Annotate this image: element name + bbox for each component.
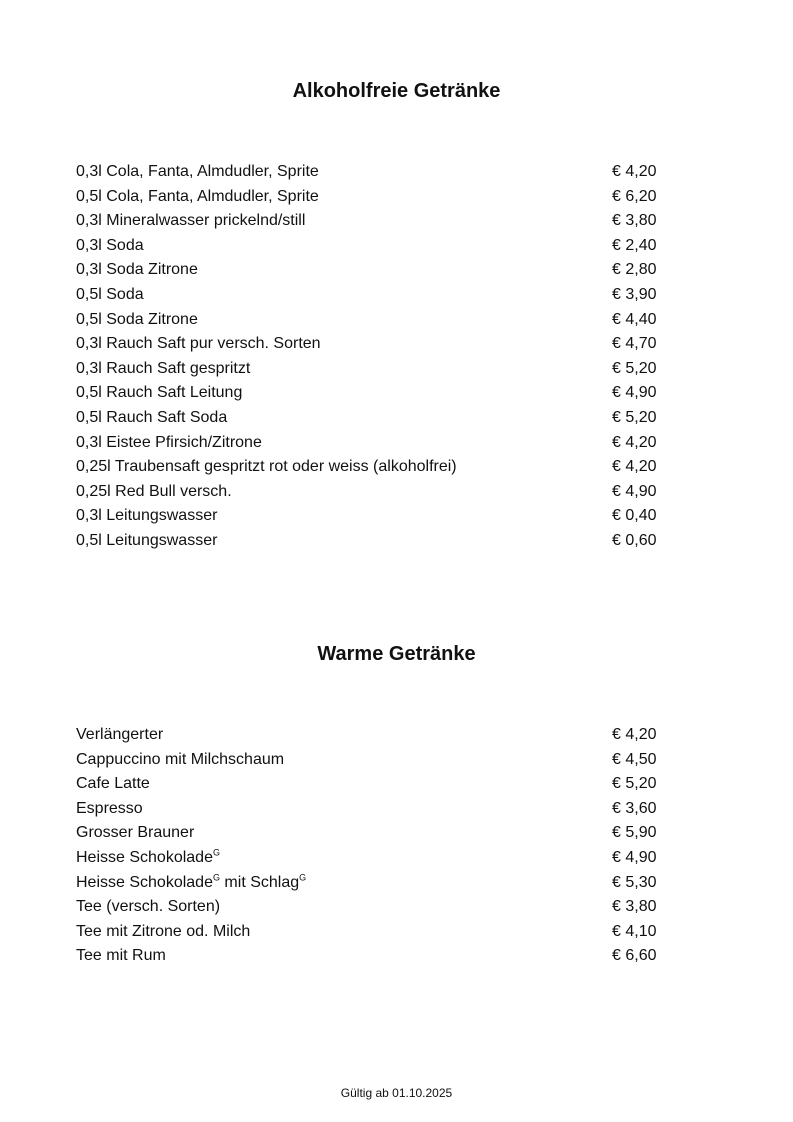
item-name-text: 0,3l Rauch Saft pur versch. Sorten	[76, 335, 321, 353]
item-price: € 3,80	[612, 212, 657, 230]
menu-item	[76, 209, 660, 234]
menu-item	[76, 381, 660, 406]
item-price: € 3,80	[612, 898, 657, 916]
item-name	[76, 332, 321, 357]
item-name	[76, 797, 143, 822]
section-title-alkoholfreie-getraenke: Alkoholfreie Getränke	[292, 80, 501, 102]
menu-item	[76, 895, 660, 920]
menu-item	[76, 920, 660, 945]
item-price: € 5,20	[612, 408, 657, 426]
menu-item	[76, 357, 660, 382]
item-price: € 4,20	[612, 163, 657, 180]
item-price: € 4,90	[612, 384, 657, 402]
item-price: € 6,60	[612, 947, 657, 965]
item-name-text: 0,3l Eistee Pfirsich/Zitrone	[76, 433, 262, 451]
menu-item	[76, 772, 660, 797]
menu-item	[76, 797, 660, 822]
item-name-text: 0,3l Soda	[76, 236, 144, 254]
menu-list-alkoholfreie-getraenke	[76, 160, 660, 554]
item-name	[76, 723, 163, 748]
item-price: € 3,60	[612, 799, 657, 817]
item-name-text: 0,25l Red Bull versch.	[76, 482, 232, 500]
menu-item	[76, 160, 660, 185]
item-price: € 4,90	[612, 848, 657, 866]
item-name-text: Espresso	[76, 799, 143, 817]
item-name-suffix: mit Schlag	[219, 873, 300, 891]
menu-item	[76, 258, 660, 283]
item-name-text: 0,3l Cola, Fanta, Almdudler, Sprite	[76, 163, 319, 180]
item-name	[76, 431, 262, 456]
item-price: € 4,20	[612, 433, 657, 451]
item-name	[76, 406, 227, 431]
item-price: € 5,90	[612, 824, 657, 842]
menu-item	[76, 821, 660, 846]
menu-item	[76, 723, 660, 748]
allergen-marker: G	[212, 847, 220, 858]
item-name	[76, 455, 457, 480]
item-name-text: Cafe Latte	[76, 775, 150, 793]
item-price: € 4,70	[612, 335, 657, 353]
item-name-text: Heisse Schokolade	[76, 848, 213, 866]
menu-item	[76, 332, 660, 357]
item-price: € 4,50	[612, 750, 657, 768]
menu-item	[76, 185, 660, 210]
menu-item	[76, 944, 660, 969]
item-name	[76, 258, 198, 283]
item-name-text: 0,3l Rauch Saft gespritzt	[76, 359, 251, 377]
menu-item	[76, 234, 660, 259]
item-name	[76, 846, 220, 871]
item-name	[76, 748, 284, 773]
menu-item	[76, 871, 660, 896]
item-name-text: 0,5l Rauch Saft Leitung	[76, 384, 243, 402]
item-name	[76, 381, 242, 406]
item-price: € 4,40	[612, 310, 657, 328]
item-price: € 0,40	[612, 507, 657, 525]
item-name-text: 0,3l Mineralwasser prickelnd/still	[76, 212, 306, 230]
item-price: € 4,20	[612, 726, 657, 743]
item-name	[76, 357, 250, 382]
item-price: € 5,30	[612, 873, 657, 891]
item-price: € 5,20	[612, 359, 657, 377]
menu-item	[76, 504, 660, 529]
item-name-text: Grosser Brauner	[76, 824, 195, 842]
item-name-text: 0,3l Soda Zitrone	[76, 261, 198, 279]
item-name-text: 0,5l Rauch Saft Soda	[76, 408, 228, 426]
menu-item	[76, 406, 660, 431]
item-price: € 0,60	[612, 531, 657, 549]
menu-item	[76, 846, 660, 871]
item-price: € 2,80	[612, 261, 657, 279]
item-name-text: Verlängerter	[76, 726, 164, 743]
item-name-text: 0,5l Leitungswasser	[76, 531, 218, 549]
allergen-marker: G	[299, 872, 307, 883]
item-name-text: 0,5l Cola, Fanta, Almdudler, Sprite	[76, 187, 319, 205]
item-name	[76, 480, 232, 505]
item-name	[76, 529, 217, 554]
item-name	[76, 821, 194, 846]
item-name	[76, 871, 306, 896]
item-name-text: 0,5l Soda	[76, 285, 144, 303]
item-name	[76, 160, 319, 185]
item-name	[76, 504, 217, 529]
item-price: € 6,20	[612, 187, 657, 205]
item-price: € 4,20	[612, 458, 657, 476]
menu-item	[76, 431, 660, 456]
menu-item	[76, 480, 660, 505]
menu-list-warme-getraenke	[76, 723, 660, 969]
item-name	[76, 185, 319, 210]
item-price: € 4,90	[612, 482, 657, 500]
item-name-text: Heisse Schokolade	[76, 873, 213, 891]
item-name-text: Tee (versch. Sorten)	[76, 898, 221, 916]
item-name	[76, 944, 166, 969]
item-name-text: 0,5l Soda Zitrone	[76, 310, 198, 328]
item-price: € 2,40	[612, 236, 657, 254]
menu-item	[76, 748, 660, 773]
item-name	[76, 772, 150, 797]
menu-item	[76, 308, 660, 333]
item-price: € 4,10	[612, 922, 657, 940]
allergen-marker: G	[212, 872, 220, 883]
item-name-text: 0,25l Traubensaft gespritzt rot oder weiss (alkoholfrei)	[76, 458, 457, 476]
menu-item	[76, 283, 660, 308]
item-name-text: Tee mit Zitrone od. Milch	[76, 922, 251, 940]
item-name	[76, 308, 198, 333]
section-title-warme-getraenke: Warme Getränke	[317, 643, 476, 665]
menu-item	[76, 455, 660, 480]
validity-footer: Gültig ab 01.10.2025	[340, 1086, 453, 1100]
item-name	[76, 920, 250, 945]
item-name-text: Tee mit Rum	[76, 947, 166, 965]
item-name	[76, 895, 220, 920]
item-price: € 5,20	[612, 775, 657, 793]
item-name	[76, 283, 144, 308]
item-name	[76, 234, 144, 259]
item-price: € 3,90	[612, 285, 657, 303]
item-name-text: Cappuccino mit Milchschaum	[76, 750, 285, 768]
menu-item	[76, 529, 660, 554]
item-name	[76, 209, 305, 234]
item-name-text: 0,3l Leitungswasser	[76, 507, 218, 525]
